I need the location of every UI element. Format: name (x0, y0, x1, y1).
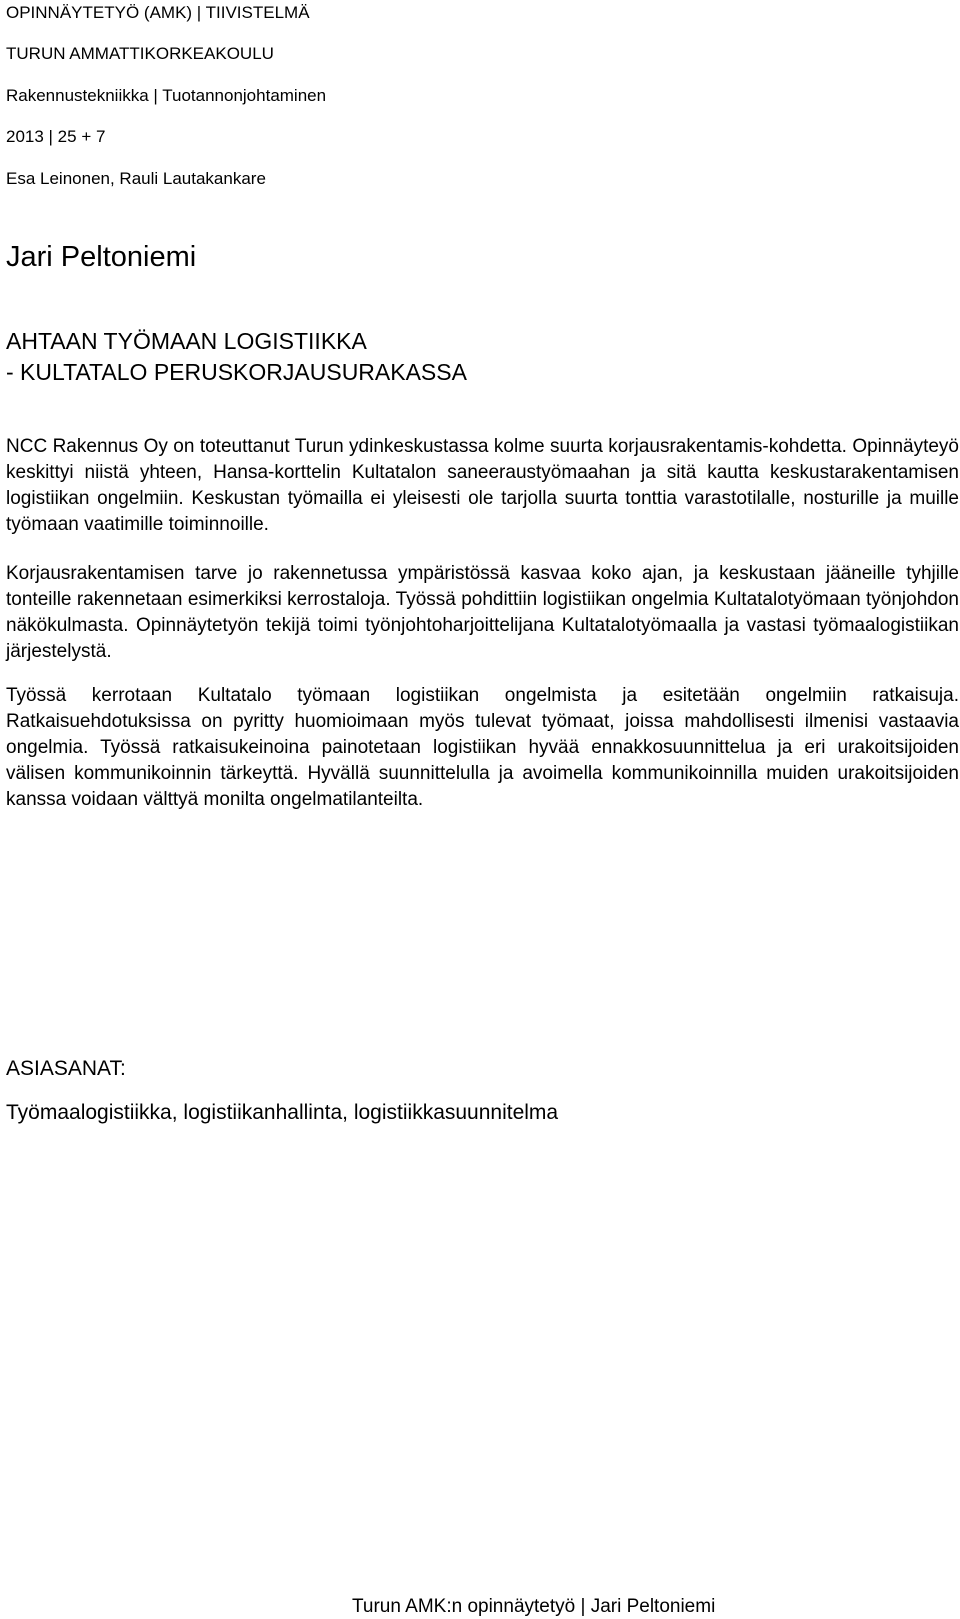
keywords-list: Työmaalogistiikka, logistiikanhallinta, logistiikkasuunnitelma (6, 1101, 559, 1124)
document-type: OPINNÄYTETYÖ (AMK) | TIIVISTELMÄ (6, 3, 310, 22)
author-name: Jari Peltoniemi (6, 241, 197, 273)
degree-programme: Rakennustekniikka | Tuotannonjohtaminen (6, 86, 327, 105)
school-name: TURUN AMMATTIKORKEAKOULU (6, 44, 274, 63)
abstract-paragraph-1: NCC Rakennus Oy on toteuttanut Turun ydinkeskustassa kolme suurta korjausrakentamis-kohdetta. Opinnäyteyö keskittyi niistä yhteen, Hansa-korttelin Kultatalon saneeraustyömaahan ja sitä kautta keskustarakentamisen logistiikan ongelmiin. Keskustan työmailla ei yleisesti ole tarjolla suurta tonttia varastotilalle, nosturille ja muille työmaan vaatimille toiminnoille. (6, 436, 959, 535)
abstract-paragraph-2: Korjausrakentamisen tarve jo rakennetussa ympäristössä kasvaa koko ajan, ja keskustaan jääneille tyhjille tonteille rakennetaan esimerkiksi kerrostaloja. Työssä pohdittiin logistiikan ongelmia Kultatalotyömaan työnjohdon näkökulmasta. Opinnäytetyön tekijä toimi työnjohtoharjoittelijana Kultatalotyömaalla ja vastasi työmaalogistiikan järjestelystä. (6, 563, 959, 662)
title-line-1: AHTAAN TYÖMAAN LOGISTIIKKA (6, 328, 367, 354)
keywords-heading: ASIASANAT: (6, 1057, 126, 1080)
abstract-paragraph-3: Työssä kerrotaan Kultatalo työmaan logistiikan ongelmista ja esitetään ongelmiin ratkaisuja. Ratkaisuehdotuksissa on pyritty huomioimaan myös tulevat työmaat, joissa mahdollisesti ilmenisi vastaavia ongelmia. Työssä ratkaisukeinoina painotetaan logistiikan hyvää ennakkosuunnittelua ja eri urakoitsijoiden välisen kommunikoinnin tärkeyttä. Hyvällä suunnittelulla ja avoimella kommunikoinnilla muiden urakoitsijoiden kanssa voidaan välttyä monilta ongelmatilanteilta. (6, 685, 959, 810)
title-line-2: - KULTATALO PERUSKORJAUSURAKASSA (6, 359, 467, 385)
year-and-pages: 2013 | 25 + 7 (6, 127, 106, 146)
page-footer: Turun AMK:n opinnäytetyö | Jari Peltoniemi (352, 1596, 716, 1617)
supervisors: Esa Leinonen, Rauli Lautakankare (6, 169, 266, 188)
